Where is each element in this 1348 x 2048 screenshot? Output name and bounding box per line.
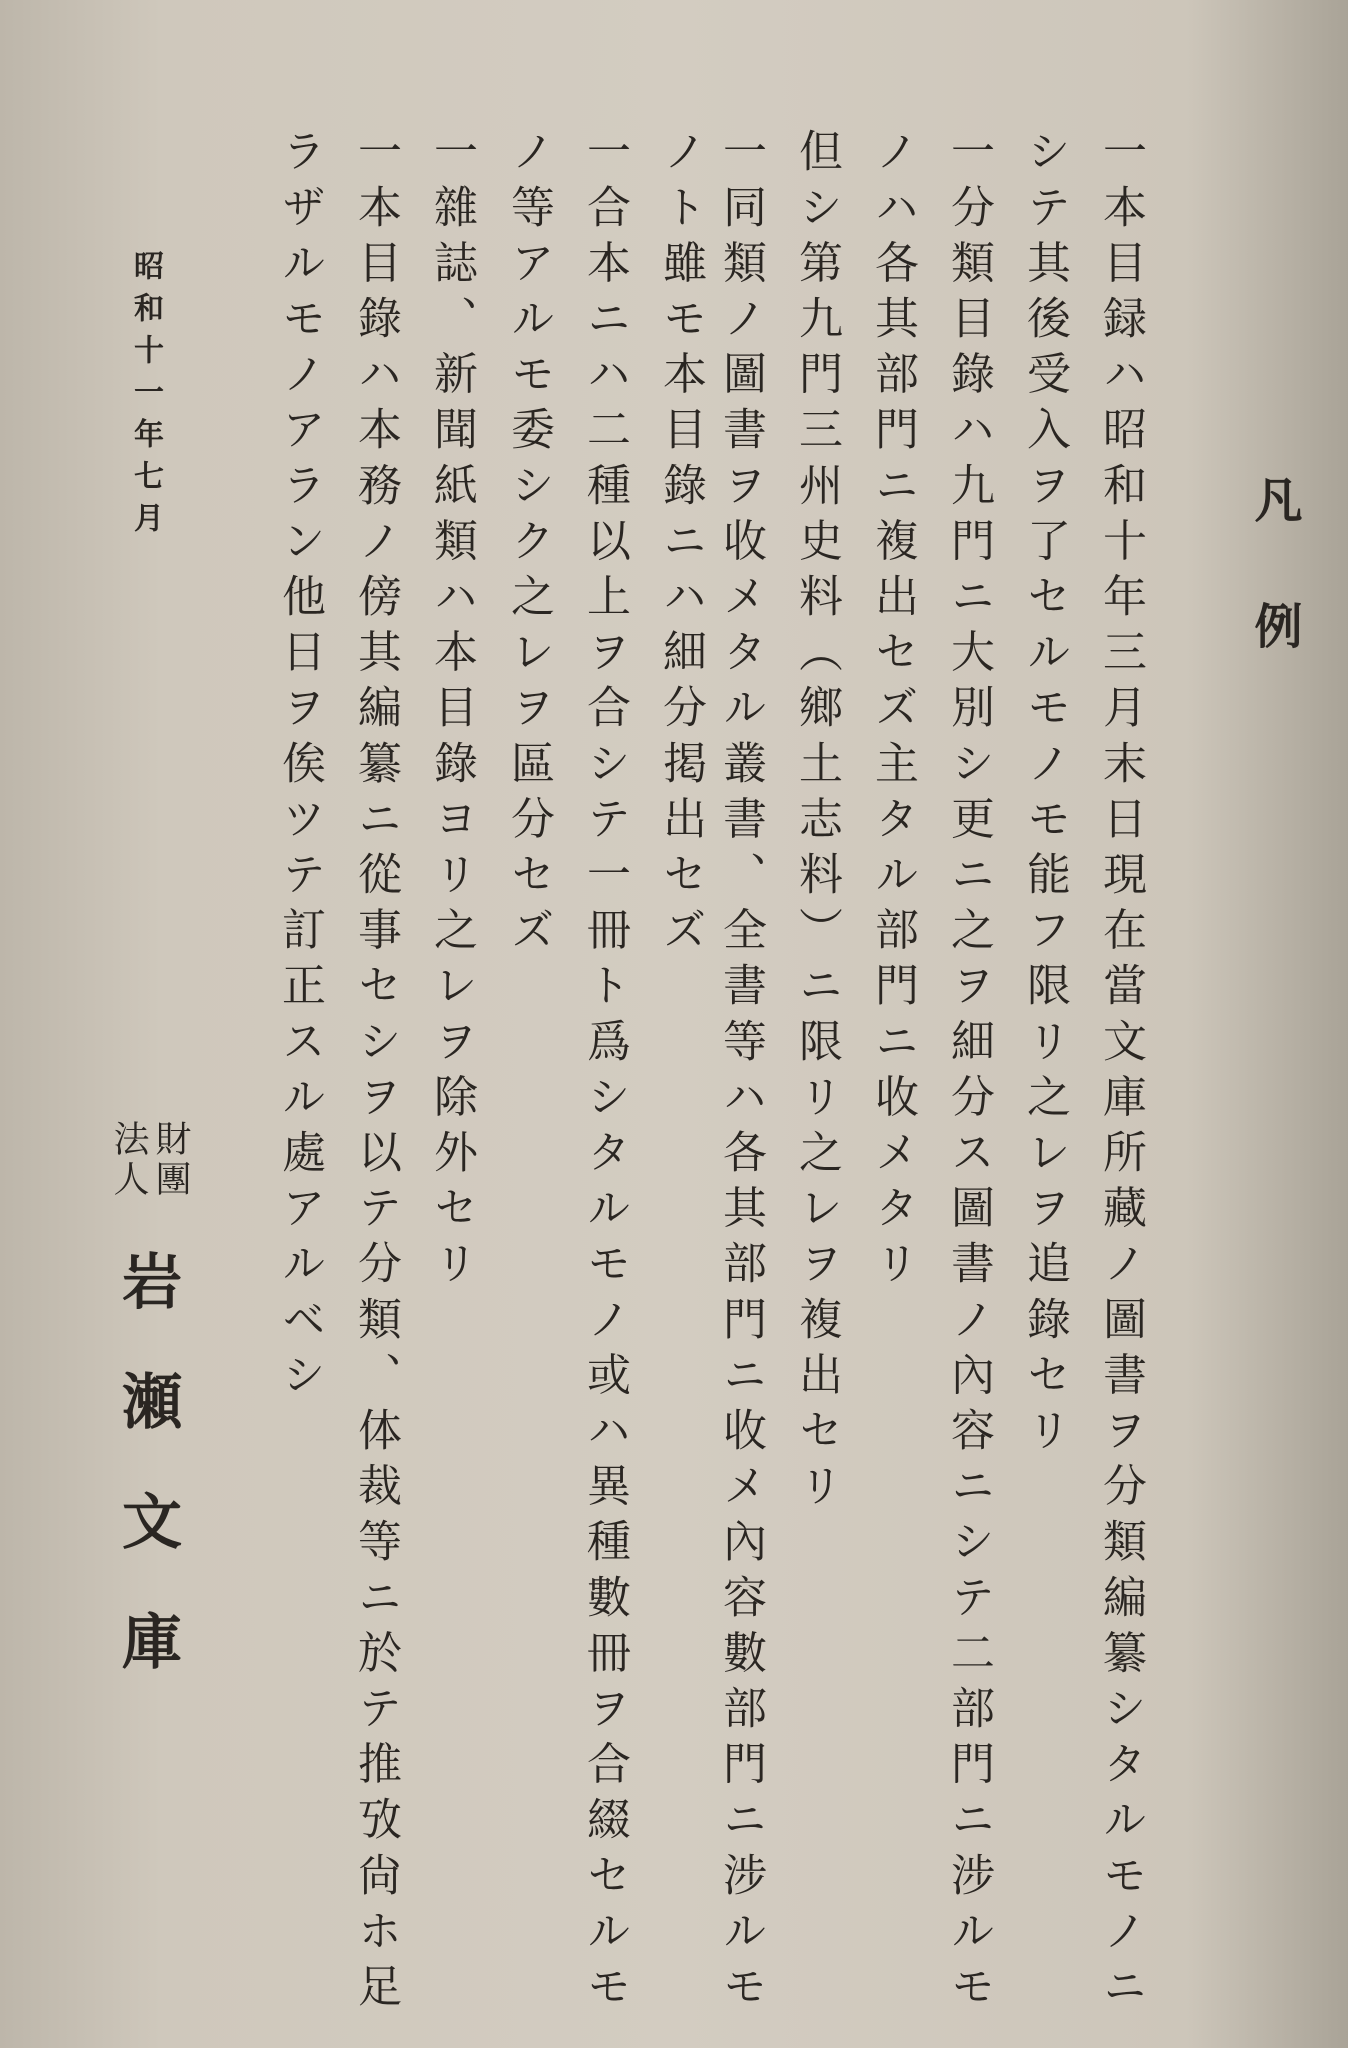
publisher-prefix-hojin: 法人	[108, 1120, 149, 1200]
note-column-1: 一本目録ハ昭和十年三月末日現在當文庫所藏ノ圖書ヲ分類編纂シタルモノニ	[1095, 128, 1146, 2019]
publisher-prefix-zaidan: 財團	[150, 1120, 191, 1200]
page-title: 凡例	[1246, 475, 1302, 727]
note-column-11: 一本目錄ハ本務ノ傍其編纂ニ從事セシヲ以テ分類、体裁等ニ於テ推攷尙ホ足	[350, 128, 401, 2019]
note-column-10: 一雜誌、新聞紙類ハ本目錄ヨリ之レヲ除外セリ	[426, 128, 477, 1296]
note-column-9: ノ等アルモ委シク之レヲ區分セズ	[503, 128, 554, 962]
note-column-8: 一合本ニハ二種以上ヲ合シテ一冊ト爲シタルモノ或ハ異種數冊ヲ合綴セルモ	[579, 128, 630, 2019]
publisher-name: 岩瀬文庫	[112, 1250, 182, 1730]
note-column-4: ノハ各其部門ニ複出セズ主タル部門ニ收メタリ	[867, 128, 918, 1296]
note-column-12: ラザルモノアラン他日ヲ俟ツテ訂正スル處アルベシ	[274, 128, 325, 1407]
note-column-2: シテ其後受入ヲ了セルモノモ能フ限リ之レヲ追錄セリ	[1019, 128, 1070, 1463]
note-column-7: ノト雖モ本目錄ニハ細分掲出セズ	[655, 128, 706, 962]
note-column-6: 一同類ノ圖書ヲ收メタル叢書、全書等ハ各其部門ニ收メ內容數部門ニ涉ルモ	[715, 128, 766, 2019]
note-column-3: 一分類目錄ハ九門ニ大別シ更ニ之ヲ細分ス圖書ノ內容ニシテ二部門ニ涉ルモ	[943, 128, 994, 2019]
publication-date: 昭和十一年七月	[128, 250, 163, 544]
note-column-5: 但シ第九門三州史料（鄉土志料）ニ限リ之レヲ複出セリ	[791, 128, 842, 1518]
